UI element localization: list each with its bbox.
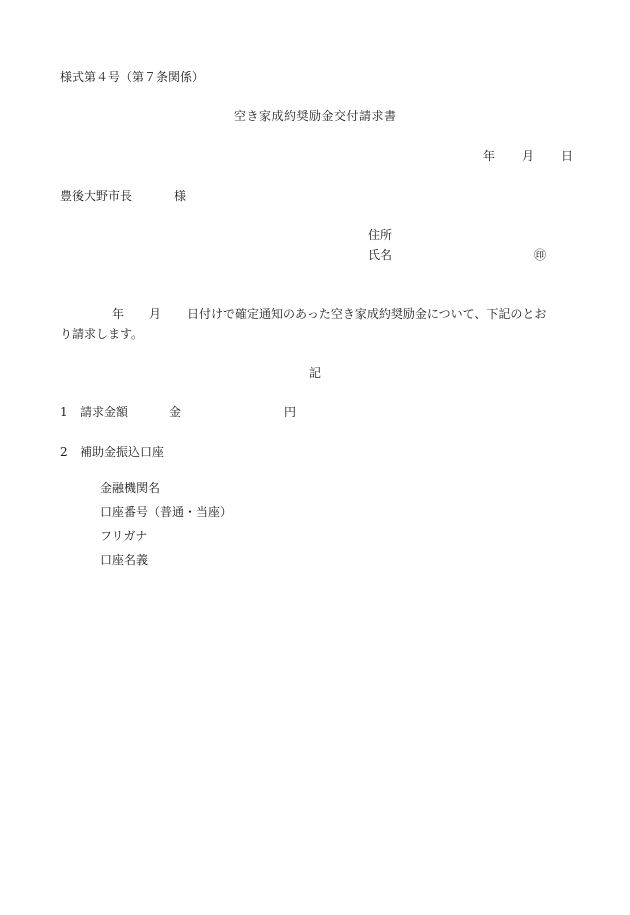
date-year-label: 年 [483,149,496,163]
document-title: 空き家成約奨励金交付請求書 [234,109,397,123]
form-number: 様式第４号（第７条関係） [60,70,205,84]
body-year-label: 年 [112,307,125,321]
furigana-field-label: フリガナ [100,529,148,543]
date-month-label: 月 [522,149,535,163]
item-1-label: 請求金額 [80,405,129,419]
body-text-line2: り請求します。 [60,327,144,341]
date-day-label: 日 [561,149,574,163]
bank-name-field-label: 金融機関名 [100,481,161,495]
applicant-address-label: 住所 [368,228,393,242]
account-holder-field-label: 口座名義 [100,553,149,567]
item-1-unit: 円 [284,405,297,419]
addressee-honorific: 様 [174,189,187,203]
applicant-name-label: 氏名 [368,248,393,262]
addressee-name: 豊後大野市長 [60,189,133,203]
item-2-number: 2 [60,445,68,459]
item-1-prefix: 金 [169,405,182,419]
body-text-line1: 日付けで確定通知のあった空き家成約奨励金について、下記のとお [187,307,547,321]
ki-heading: 記 [309,366,322,380]
item-1-number: 1 [60,405,68,419]
item-2-label: 補助金振込口座 [80,445,165,459]
body-month-label: 月 [149,307,162,321]
account-number-field-label: 口座番号（普通・当座） [100,505,233,519]
seal-mark: ㊞ [534,248,547,262]
